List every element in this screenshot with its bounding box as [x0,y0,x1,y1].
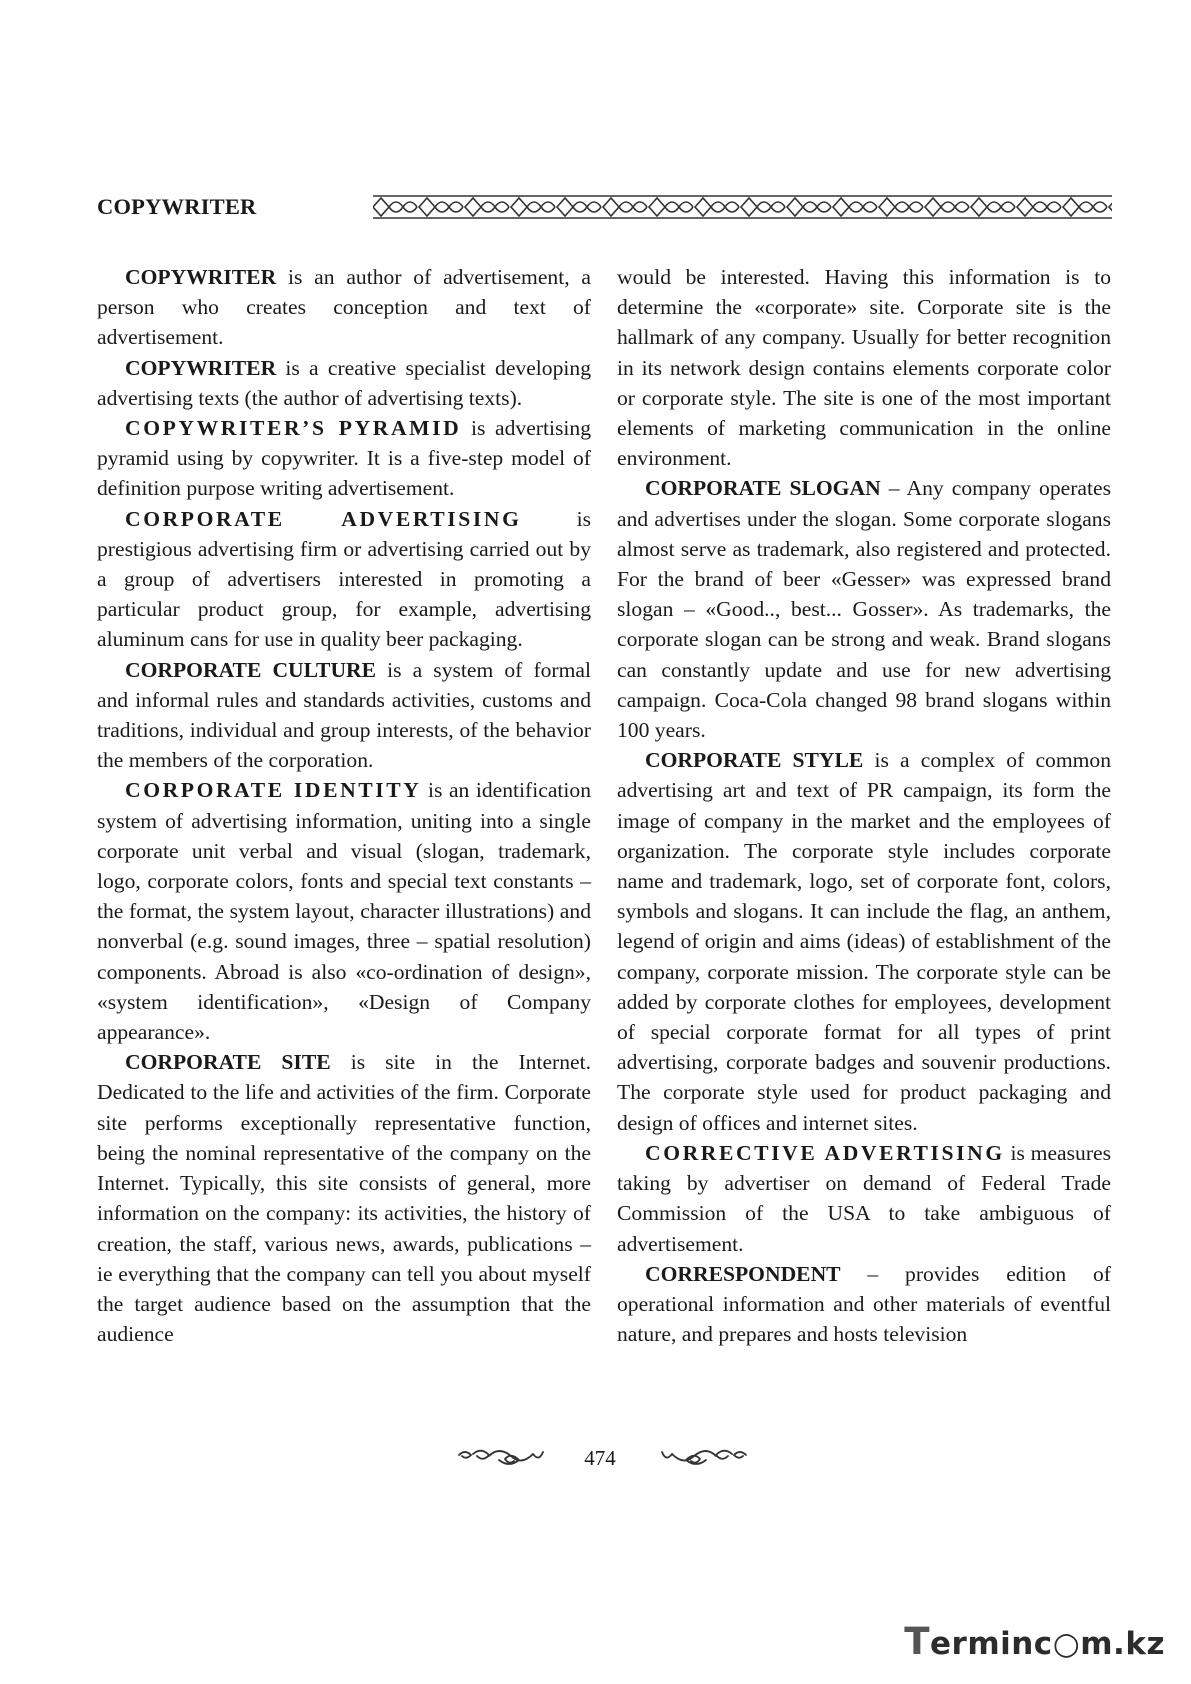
entry-definition: is measures taking by advertiser on demand of Federal Trade Commission of the USA to take ambiguous of advertisement. [617,1140,1111,1256]
entry-definition: is an identification system of advertising information, uniting into a single corporate unit verbal and visual (slogan, trademark, logo, corporate colors, fonts and special text constants – the format, the system layout, character illustrations) and nonverbal (e.g. sound images, three – spatial resolution) components. Abroad is also «co-ordination of design», «system identification», «Design of Company appearance». [97,778,591,1045]
entry-term: COPYWRITER [125,355,277,380]
entry-corporate-identity [97,775,591,1047]
page-footer [0,1442,1191,1482]
entry-corporate-culture [97,655,591,776]
entry-definition: is a creative specialist developing advertising texts (the author of advertising texts). [97,355,591,410]
ornament-band-icon [373,194,1112,220]
site-watermark [904,1620,1165,1663]
running-title: COPYWRITER [97,194,257,219]
entry-term: COPYWRITER [125,265,277,289]
entry-definition: – provides edition of operational information and other materials of eventful nature, and prepares and hosts television [617,1261,1111,1347]
right-column [617,262,1111,1349]
entry-term: CORPORATE IDENTITY [125,778,422,803]
entry-definition: is an author of advertisement, a person who creates conception and text of advertisement. [97,265,591,350]
scroll-ornament-right-icon [660,1446,750,1472]
entry-definition: is prestigious advertising firm or advertising carried out by a group of advertisers interested in promoting a particular product group, for example, advertising aluminum cans for use in quality beer packaging. [97,506,591,652]
scroll-ornament-left-icon [455,1446,545,1472]
entry-term: CORRESPONDENT [645,1261,841,1286]
entry-corporate-site [97,1047,591,1349]
entry-definition: is site in the Internet. Dedicated to the life and activities of the firm. Corporate site performs exceptionally representative function, being the nominal representative of the company on the Internet. Typically, this site consists of general, more information on the company: its activities, the history of creation, the staff, various news, awards, publications – ie everything that the company can tell you about myself the target audience based on the assumption that the audience [97,1050,591,1347]
watermark-lead: T [904,1620,930,1663]
running-head [97,190,1112,230]
entry-term: CORPORATE STYLE [645,748,864,773]
entry-corrective-advertising [617,1138,1111,1259]
entry-definition: – Any company operates and advertises under the slogan. Some corporate slogans almost serve as trademark, also registered and protected. For the brand of beer «Gesser» was expressed brand slogan – «Good.., best... Gosser». As trademarks, the corporate slogan can be strong and weak. Brand slogans can constantly update and use for new advertising campaign. Coca-Cola changed 98 brand slogans within 100 years. [617,476,1111,743]
entry-copywriter-author [97,262,591,353]
left-column [97,262,591,1349]
entry-copywriters-pyramid [97,413,591,504]
entry-corporate-advertising [97,504,591,655]
entry-definition: is a system of formal and informal rules and standards activities, customs and traditions, individual and group interests, of the behavior the members of the corporation. [97,657,591,773]
entry-term: COPYWRITER’S PYRAMID [125,416,462,441]
entry-corporate-style [617,745,1111,1138]
entry-term: CORPORATE SITE [125,1050,331,1075]
entry-term: CORPORATE CULTURE [125,657,377,682]
entry-definition: is a complex of common advertising art and text of PR campaign, its form the image of company in the market and the employees of organization. The corporate style includes corporate name and trademark, logo, set of corporate font, colors, symbols and slogans. It can include the flag, an anthem, legend of origin and aims (ideas) of establishment of the company, corporate mission. The corporate style can be added by corporate clothes for employees, development of special corporate format for all types of print advertising, corporate badges and souvenir productions. The corporate style used for product packaging and design of offices and internet sites. [617,748,1112,1135]
entry-copywriter-specialist [97,353,591,413]
watermark-mid: ○ [1052,1626,1081,1662]
entry-term: CORRECTIVE ADVERTISING [645,1140,1005,1165]
watermark-text: erminc [930,1626,1053,1662]
page-number: 474 [584,1446,616,1470]
entry-correspondent [617,1259,1111,1350]
watermark-tail: m.kz [1080,1626,1165,1662]
entry-corporate-slogan [617,473,1111,745]
entry-term: CORPORATE ADVERTISING [125,506,522,531]
entry-term: CORPORATE SLOGAN [645,476,881,501]
entry-corporate-site-continued: would be interested. Having this information is to determine the «corporate» site. Corporate site is the hallmark of any company. Usually for better recognition in its network design contains elements corporate color or corporate style. The site is one of the most important elements of marketing communication in the online environment. [617,265,1111,471]
entry-definition: is advertising pyramid using by copywriter. It is a five-step model of definition purpose writing advertisement. [97,416,591,501]
